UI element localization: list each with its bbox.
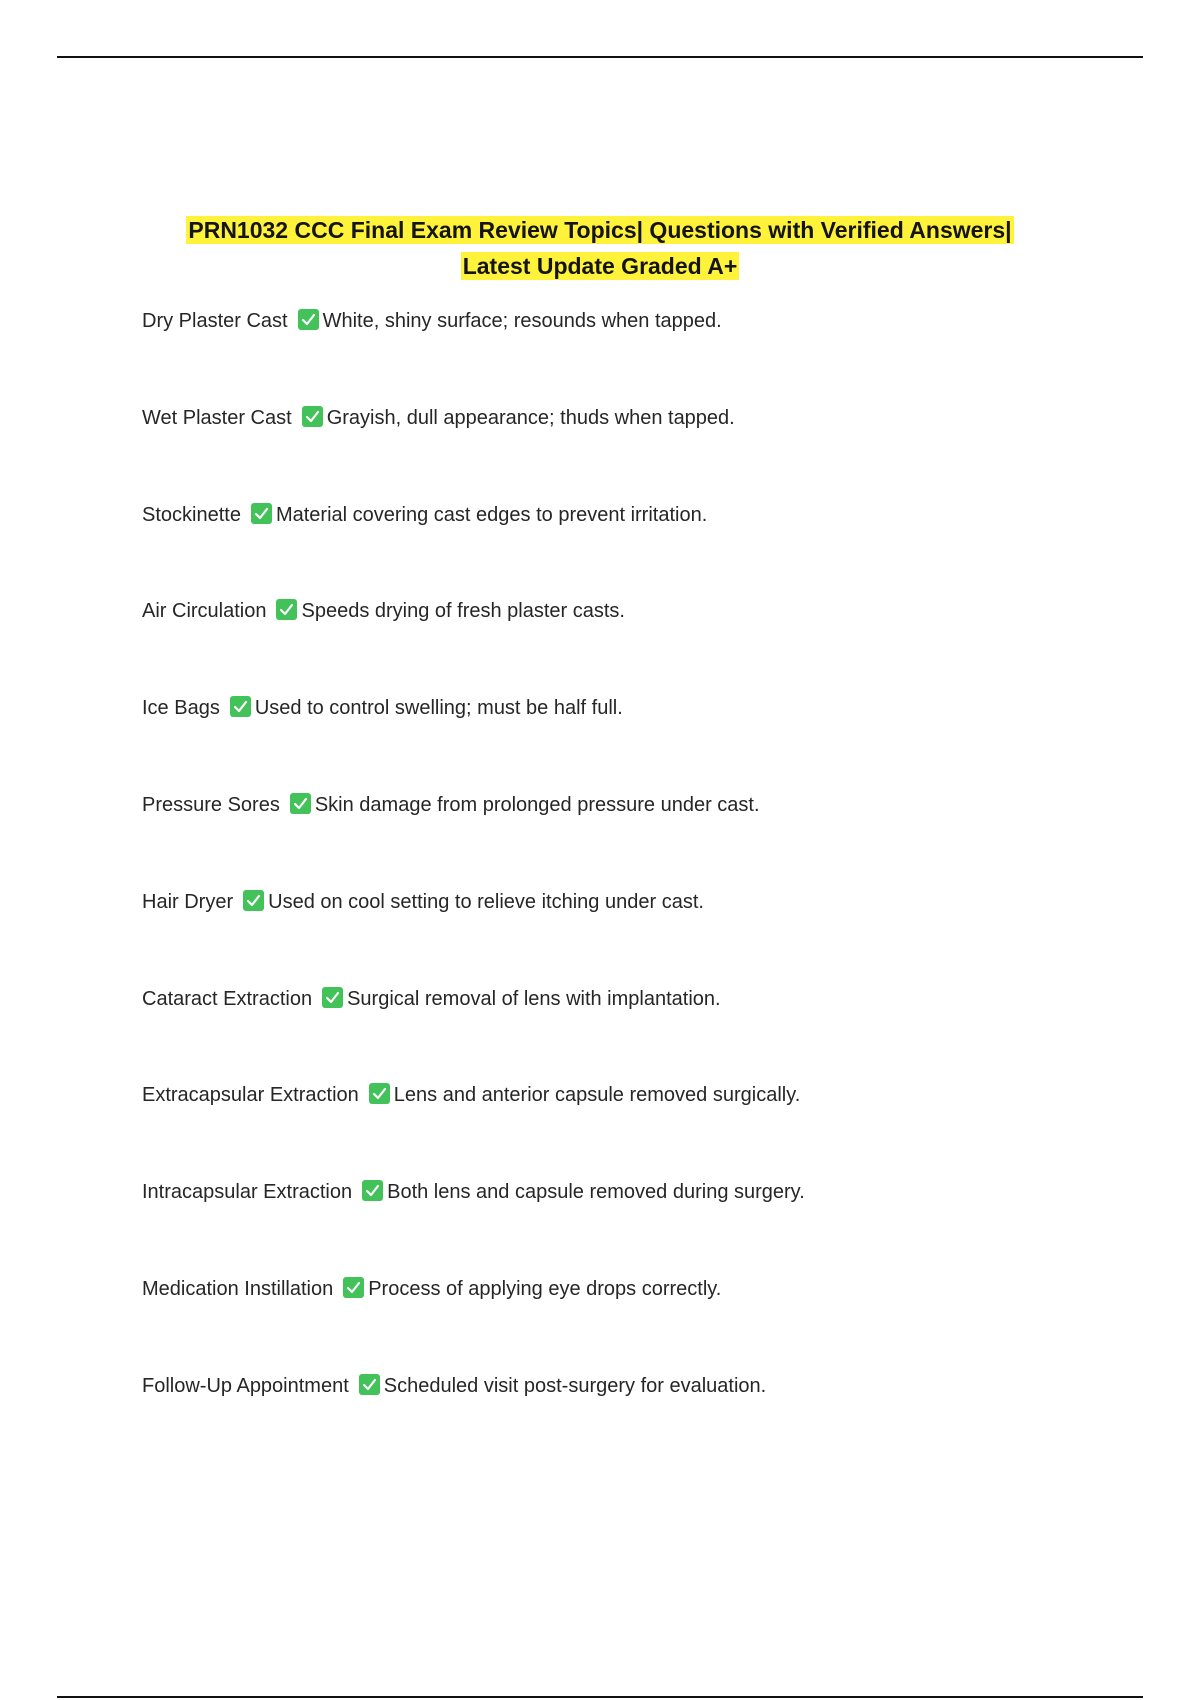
check-mark-icon [298,309,319,330]
entry-definition: Material covering cast edges to prevent irritation. [275,503,708,526]
qa-entry [142,1274,1142,1371]
entry-term: Stockinette [142,503,241,526]
document-title-line-2: Latest Update Graded A+ [462,253,738,279]
entry-definition: White, shiny surface; resounds when tapped. [322,310,722,332]
qa-entry [142,790,1142,887]
document-title-line-1: PRN1032 CCC Final Exam Review Topics| Questions with Verified Answers| [188,217,1012,243]
qa-list [142,306,1142,1468]
check-mark-icon [369,1083,390,1104]
entry-term: Pressure Sores [142,793,280,816]
entry-definition: Skin damage from prolonged pressure under cast. [314,793,760,816]
entry-definition: Surgical removal of lens with implantation. [347,987,721,1010]
check-mark-icon [322,987,343,1008]
qa-entry [142,596,1142,693]
entry-term: Ice Bags [142,697,220,720]
qa-entry [142,984,1142,1081]
entry-term: Intracapsular Extraction [142,1181,353,1204]
entry-term: Air Circulation [142,600,267,623]
entry-term: Hair Dryer [142,890,234,913]
check-mark-icon [302,406,323,427]
entry-term: Dry Plaster Cast [142,310,288,332]
check-mark-icon [290,793,311,814]
qa-entry [142,403,1142,500]
qa-entry [142,1177,1142,1274]
entry-definition: Both lens and capsule removed during surgery. [387,1181,805,1204]
entry-definition: Used on cool setting to relieve itching under cast. [268,890,704,913]
header-rule [57,56,1143,58]
entry-term: Wet Plaster Cast [142,406,292,429]
entry-term: Follow-Up Appointment [142,1374,349,1397]
check-mark-icon [359,1374,380,1395]
document-title [0,212,1200,284]
check-mark-icon [343,1277,364,1298]
qa-entry [142,1080,1142,1177]
qa-entry [142,306,1142,403]
entry-term: Extracapsular Extraction [142,1084,359,1107]
entry-definition: Used to control swelling; must be half full. [254,697,623,720]
check-mark-icon [276,599,297,620]
check-mark-icon [362,1180,383,1201]
entry-definition: Process of applying eye drops correctly. [368,1277,722,1300]
entry-term: Medication Instillation [142,1277,334,1300]
check-mark-icon [251,503,272,524]
check-mark-icon [230,696,251,717]
qa-entry [142,887,1142,984]
qa-entry [142,693,1142,790]
qa-entry [142,500,1142,597]
entry-definition: Scheduled visit post-surgery for evaluation. [383,1374,767,1397]
qa-entry [142,1371,1142,1468]
check-mark-icon [243,890,264,911]
entry-definition: Speeds drying of fresh plaster casts. [301,600,625,623]
entry-definition: Lens and anterior capsule removed surgically. [393,1084,801,1107]
entry-term: Cataract Extraction [142,987,313,1010]
footer-rule [57,1696,1143,1698]
entry-definition: Grayish, dull appearance; thuds when tapped. [326,406,735,429]
